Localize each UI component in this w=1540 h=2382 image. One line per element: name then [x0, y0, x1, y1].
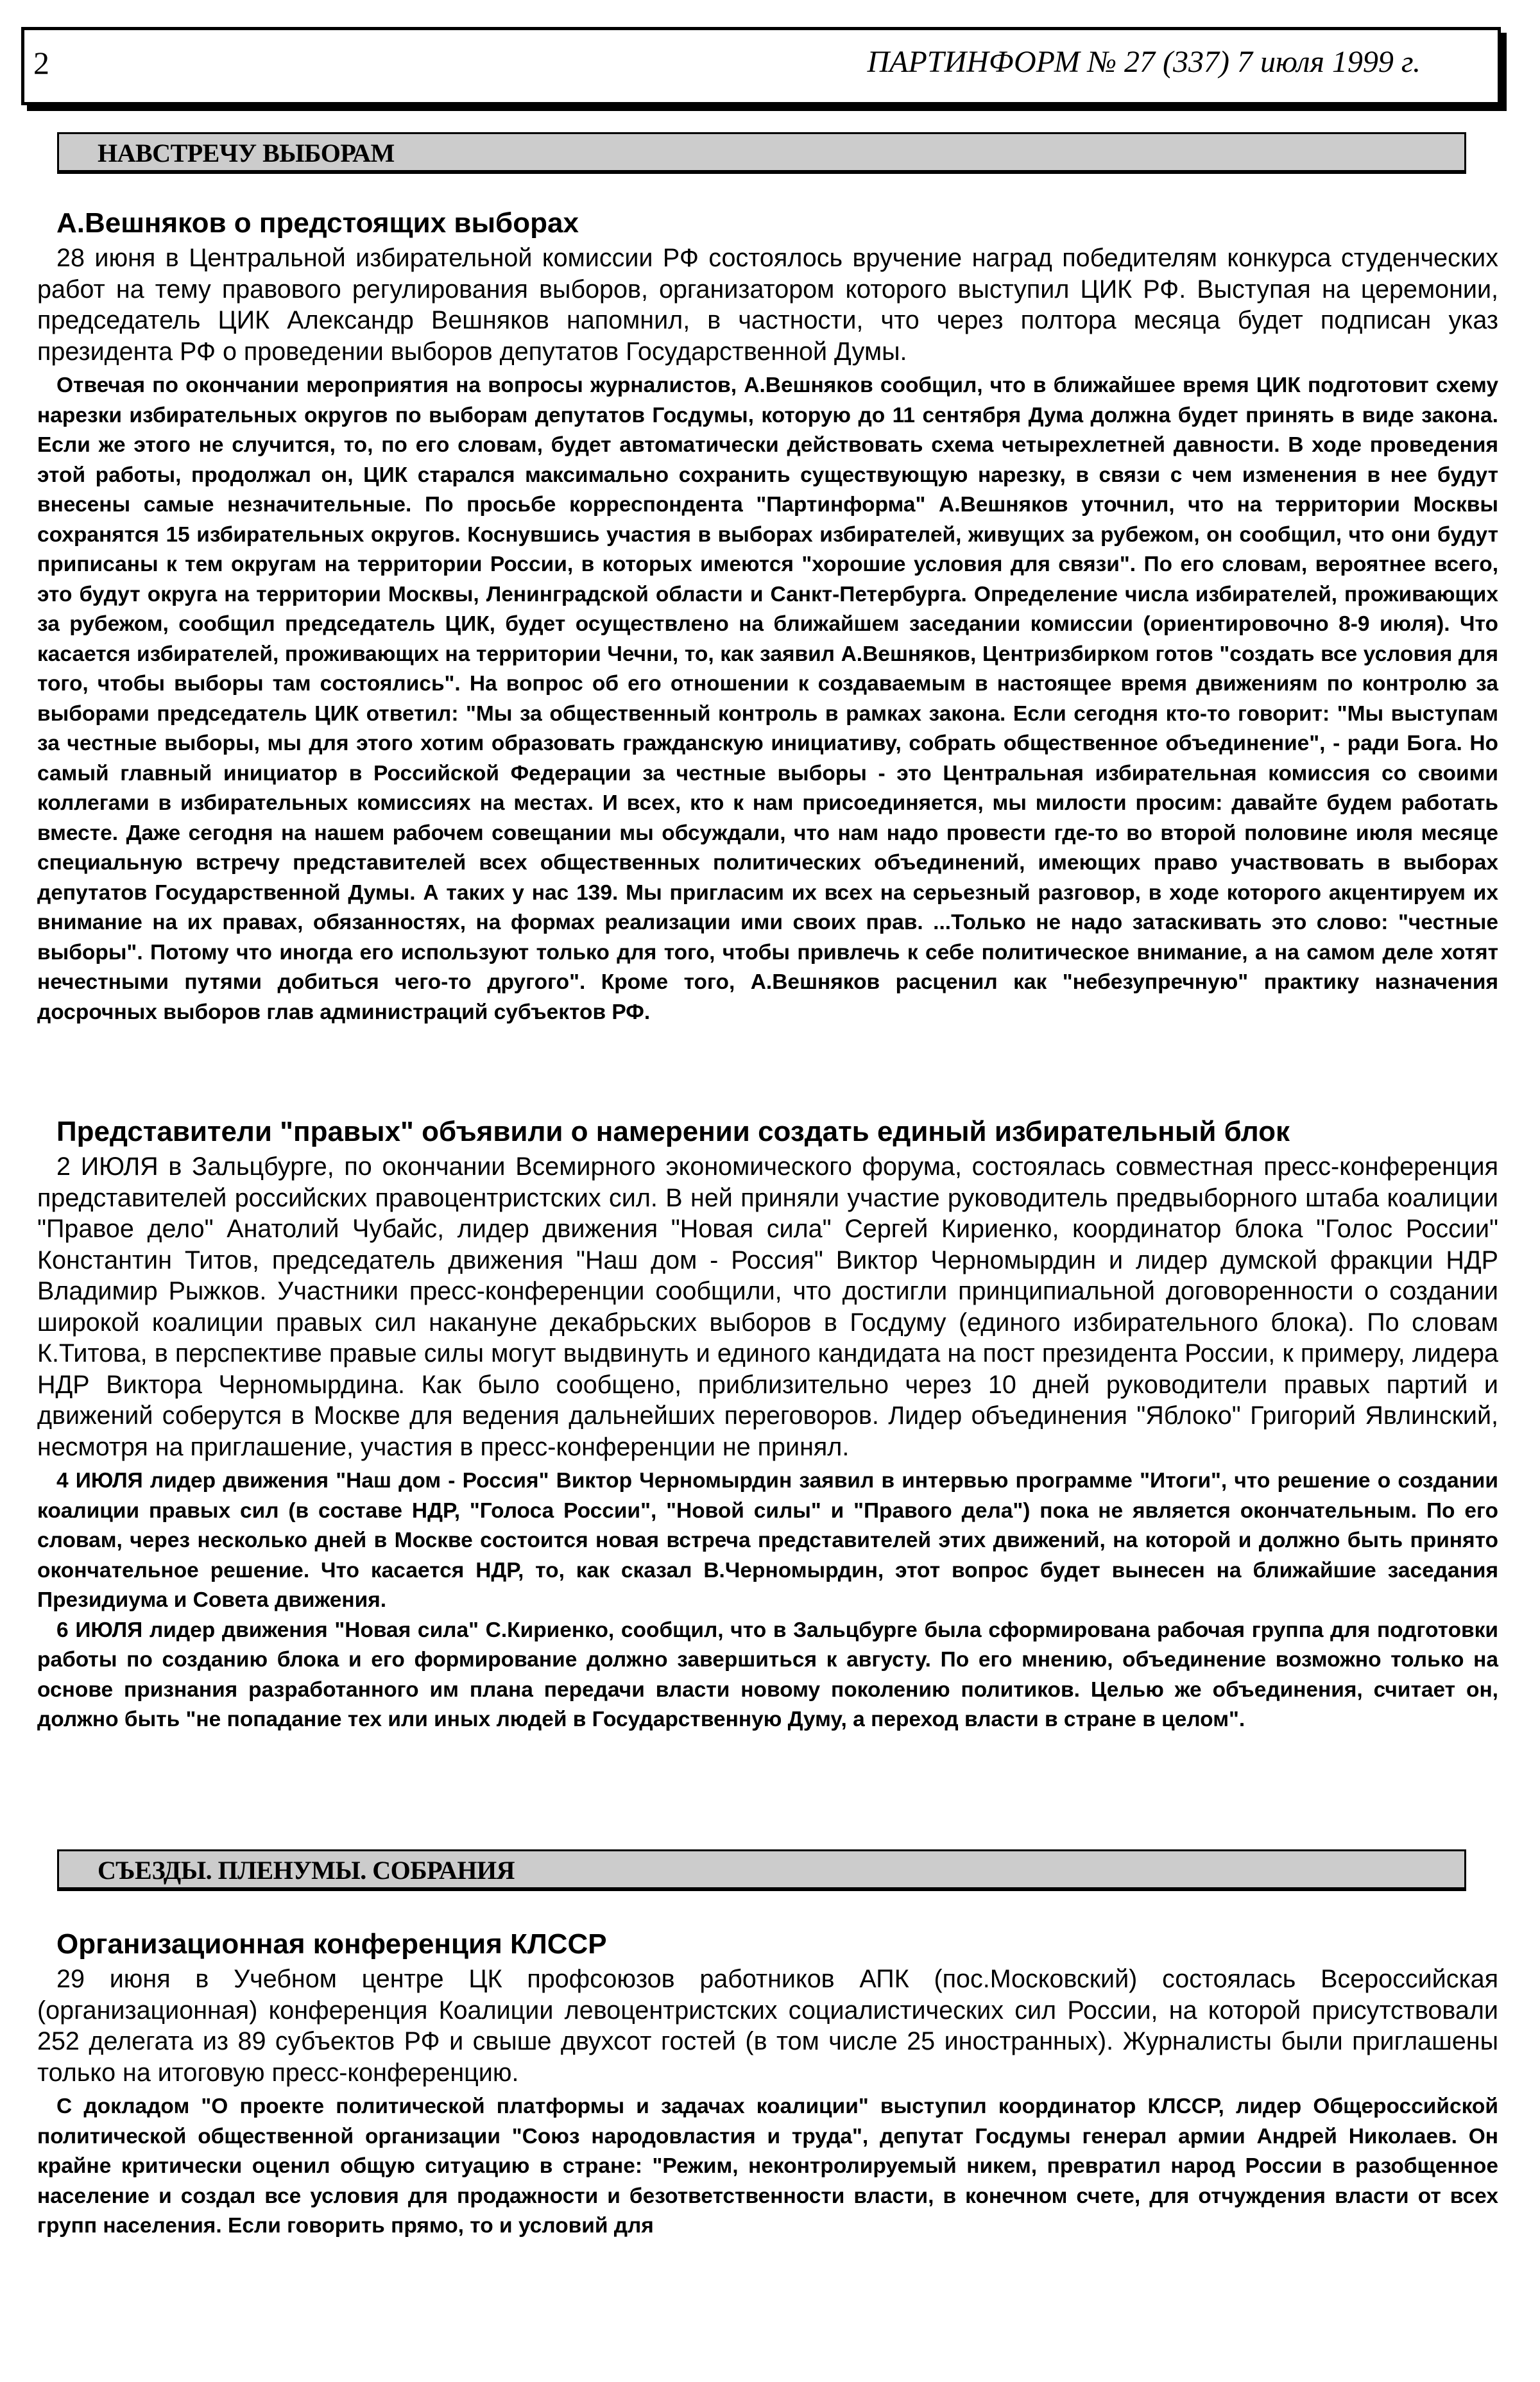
article-paragraph: 4 ИЮЛЯ лидер движения "Наш дом - Россия" Виктор Черномырдин заявил в интервью программе "Итоги", что решение о создании коалиции правых сил (в составе НДР, "Голоса России", "Новой силы" и "Правого дела") пока не является окончательным. По его словам, через несколько дней в Москве состоится новая встреча представителей этих движений, на которой и должно быть принято окончательное решение. Что касается НДР, то, как сказал В.Черномырдин, этот вопрос будет вынесен на ближайшие заседания Президиума и Совета движения. — [37, 1469, 1498, 1612]
article-paragraph: 29 июня в Учебном центре ЦК профсоюзов работников АПК (пос.Московский) состоялась Всероссийская (организационная) конференция Коалиции левоцентристских социалистических сил России, на которой присутствовали 252 делегата из 89 субъектов РФ и свыше двухсот гостей (в том числе 25 иностранных). Журналисты были приглашены только на итоговую пресс-конференцию. — [37, 1965, 1498, 2087]
section-title: НАВСТРЕЧУ ВЫБОРАМ — [98, 139, 395, 167]
article-paragraph: С докладом "О проекте политической платформы и задачах коалиции" выступил координатор КЛССР, лидер Общероссийской политической общественной организации "Союз народовластия и труда", депутат Госдумы генерал армии Андрей Николаев. Он крайне критически оценил общую ситуацию в стране: "Режим, неконтролируемый никем, превратил народ России в разобщенное население и создал все условия для продажности и безответственности власти, в конечном счете, для отчуждения власти от всех групп населения. Если говорить прямо, то и условий для — [37, 2095, 1498, 2238]
section-header-congresses — [57, 1849, 1466, 1891]
article-title: Организационная конференция КЛССР — [56, 1928, 607, 1960]
article-right-bloc — [37, 1115, 1498, 1735]
article-title: А.Вешняков о предстоящих выборах — [56, 207, 579, 239]
article-paragraph: 28 июня в Центральной избирательной комиссии РФ состоялось вручение наград победителям конкурса студенческих работ на тему правового регулирования выборов, организатором которого выступил ЦИК РФ. Выступая на церемонии, председатель ЦИК Александр Вешняков напомнил, в частности, что через полтора месяца будет подписан указ президента РФ о проведении выборов депутатов Государственной Думы. — [37, 244, 1498, 366]
article-paragraph: 2 ИЮЛЯ в Зальцбурге, по окончании Всемирного экономического форума, состоялась совместная пресс-конференция представителей российских правоцентристских сил. В ней приняли участие руководитель предвыборного штаба коалиции "Правое дело" Анатолий Чубайс, лидер движения "Новая сила" Сергей Кириенко, координатор блока "Голос России" Константин Титов, председатель движения "Наш дом - Россия" Виктор Черномырдин и лидер думской фракции НДР Владимир Рыжков. Участники пресс-конференции сообщили, что достигли принципиальной договоренности о создании широкой коалиции правых сил накануне декабрьских выборов в Госдуму (единого избирательного блока). По словам К.Титова, в перспективе правые силы могут выдвинуть и единого кандидата на пост президента России, к примеру, лидера НДР Виктора Черномырдина. Как было сообщено, приблизительно через 10 дней руководители правых партий и движений соберутся в Москве для ведения дальнейших переговоров. Лидер объединения "Яблоко" Григорий Явлинский, несмотря на приглашение, участия в пресс-конференции не принял. — [37, 1152, 1498, 1461]
section-header-elections — [57, 132, 1466, 174]
article-title: Представители "правых" объявили о намерении создать единый избирательный блок — [56, 1116, 1290, 1147]
article-veshnyakov — [37, 207, 1498, 1027]
page-header — [21, 27, 1501, 105]
page-number: 2 — [33, 45, 49, 81]
article-klssr — [37, 1928, 1498, 2241]
section-title: СЪЕЗДЫ. ПЛЕНУМЫ. СОБРАНИЯ — [98, 1856, 515, 1885]
issue-title: ПАРТИНФОРМ № 27 (337) 7 июля 1999 г. — [867, 45, 1421, 79]
article-paragraph: Отвечая по окончании мероприятия на вопросы журналистов, А.Вешняков сообщил, что в ближайшее время ЦИК подготовит схему нарезки избирательных округов по выборам депутатов Госдумы, которую до 11 сентября Дума должна будет принять в виде закона. Если же этого не случится, то, по его словам, будет автоматически действовать схема четырехлетней давности. В ходе проведения этой работы, продолжал он, ЦИК старался максимально сохранить существующую нарезку, в связи с чем изменения в нее будут внесены самые незначительные. По просьбе корреспондента "Партинформа" А.Вешняков уточнил, что на территории Москвы сохранятся 15 избирательных округов. Коснувшись участия в выборах избирателей, живущих за рубежом, он сообщил, что они будут приписаны к тем округам на территории России, в которых имеются "хорошие условия для связи". По его словам, вероятнее всего, это будут округа на территории Москвы, Ленинградской области и Санкт-Петербурга. Определение числа избирателей, проживающих за рубежом, сообщил председатель ЦИК, будет осуществлено на ближайшем заседании комиссии (ориентировочно 8-9 июля). Что касается избирателей, проживающих на территории Чечни, то, как заявил А.Вешняков, Центризбирком готов "создать все условия для того, чтобы выборы там состоялись". На вопрос об его отношении к создаваемым в настоящее время движениям по контролю за выборами председатель ЦИК ответил: "Мы за общественный контроль в рамках закона. Если сегодня кто-то говорит: "Мы выступам за честные выборы, мы для этого хотим образовать гражданскую инициативу, собрать общественное объединение", - ради Бога. Но самый главный инициатор в Российской Федерации за честные выборы - это Центральная избирательная комиссия со своими коллегами в избирательных комиссиях на местах. И всех, кто к нам присоединяется, мы милости просим: давайте будем работать вместе. Даже сегодня на нашем рабочем совещании мы обсуждали, что нам надо провести где-то во второй половине июля месяце специальную встречу представителей всех общественных политических объединений, имеющих право участвовать в выборах депутатов Государственной Думы. А таких у нас 139. Мы пригласим их всех на серьезный разговор, в ходе которого акцентируем их внимание на их правах, обязанностях, на формах реализации ими своих прав. ...Только не надо затаскивать это слово: "честные выборы". Потому что иногда его используют только для того, чтобы привлечь к себе политическое внимание, а на самом деле хотят нечестными путями добиться чего-то другого". Кроме того, А.Вешняков расценил как "небезупречную" практику назначения досрочных выборов глав администраций субъектов РФ. — [37, 373, 1498, 1024]
article-paragraph: 6 ИЮЛЯ лидер движения "Новая сила" С.Кириенко, сообщил, что в Зальцбурге была сформирована рабочая группа для подготовки работы по созданию блока и его формирование должно завершиться к августу. По его мнению, объединение возможно только на основе признания разработанного им плана передачи власти новому поколению политиков. Целью же объединения, считает он, должно быть "не попадание тех или иных людей в Государственную Думу, а переход власти в стране в целом". — [37, 1618, 1498, 1731]
